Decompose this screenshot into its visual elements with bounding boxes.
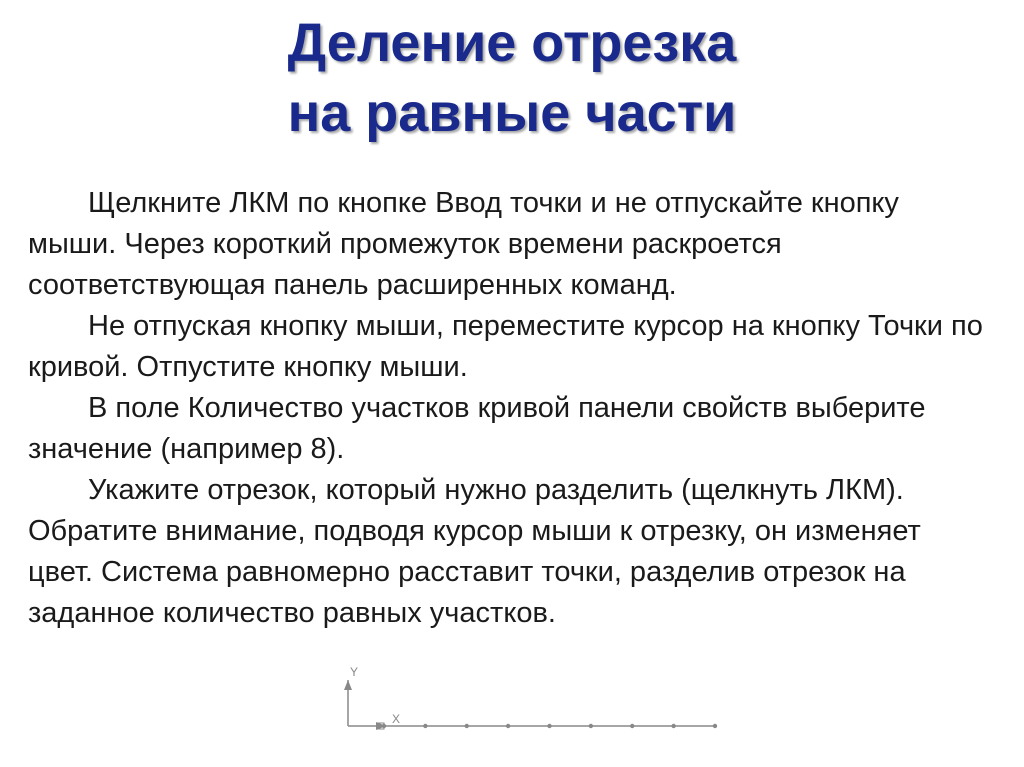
division-point bbox=[671, 724, 675, 728]
title-line-1: Деление отрезка bbox=[287, 13, 737, 73]
y-axis-arrow bbox=[344, 680, 352, 690]
paragraph-4: Укажите отрезок, который нужно разделить (щелкнуть ЛКМ). Обратите внимание, подводя курсор мыши к отрезку, он изменяет цвет. Система равномерно расставит точки, разделив отрезок на заданное количество равных участков. bbox=[28, 474, 921, 629]
y-axis-label: Y bbox=[350, 665, 359, 679]
paragraph-3: В поле Количество участков кривой панели свойств выберите значение (например 8). bbox=[28, 392, 926, 465]
division-point bbox=[506, 724, 510, 728]
x-axis-label: X bbox=[392, 712, 401, 726]
division-point bbox=[465, 724, 469, 728]
paragraph-2: Не отпуская кнопку мыши, переместите курсор на кнопку Точки по кривой. Отпустите кнопку мыши. bbox=[28, 310, 983, 383]
division-point bbox=[589, 724, 593, 728]
division-point bbox=[547, 724, 551, 728]
division-point bbox=[423, 724, 427, 728]
divided-segment-drawing bbox=[330, 660, 730, 745]
division-point bbox=[630, 724, 634, 728]
division-point bbox=[713, 724, 717, 728]
paragraph-1: Щелкните ЛКМ по кнопке Ввод точки и не отпускайте кнопку мыши. Через короткий промежуток времени раскроется соответствующая панель расширенных команд. bbox=[28, 187, 899, 301]
coordinate-axes bbox=[344, 665, 400, 730]
title-line-2: на равные части bbox=[287, 83, 737, 143]
instruction-text bbox=[28, 183, 988, 634]
division-point bbox=[382, 724, 386, 728]
slide-title bbox=[0, 8, 1024, 148]
